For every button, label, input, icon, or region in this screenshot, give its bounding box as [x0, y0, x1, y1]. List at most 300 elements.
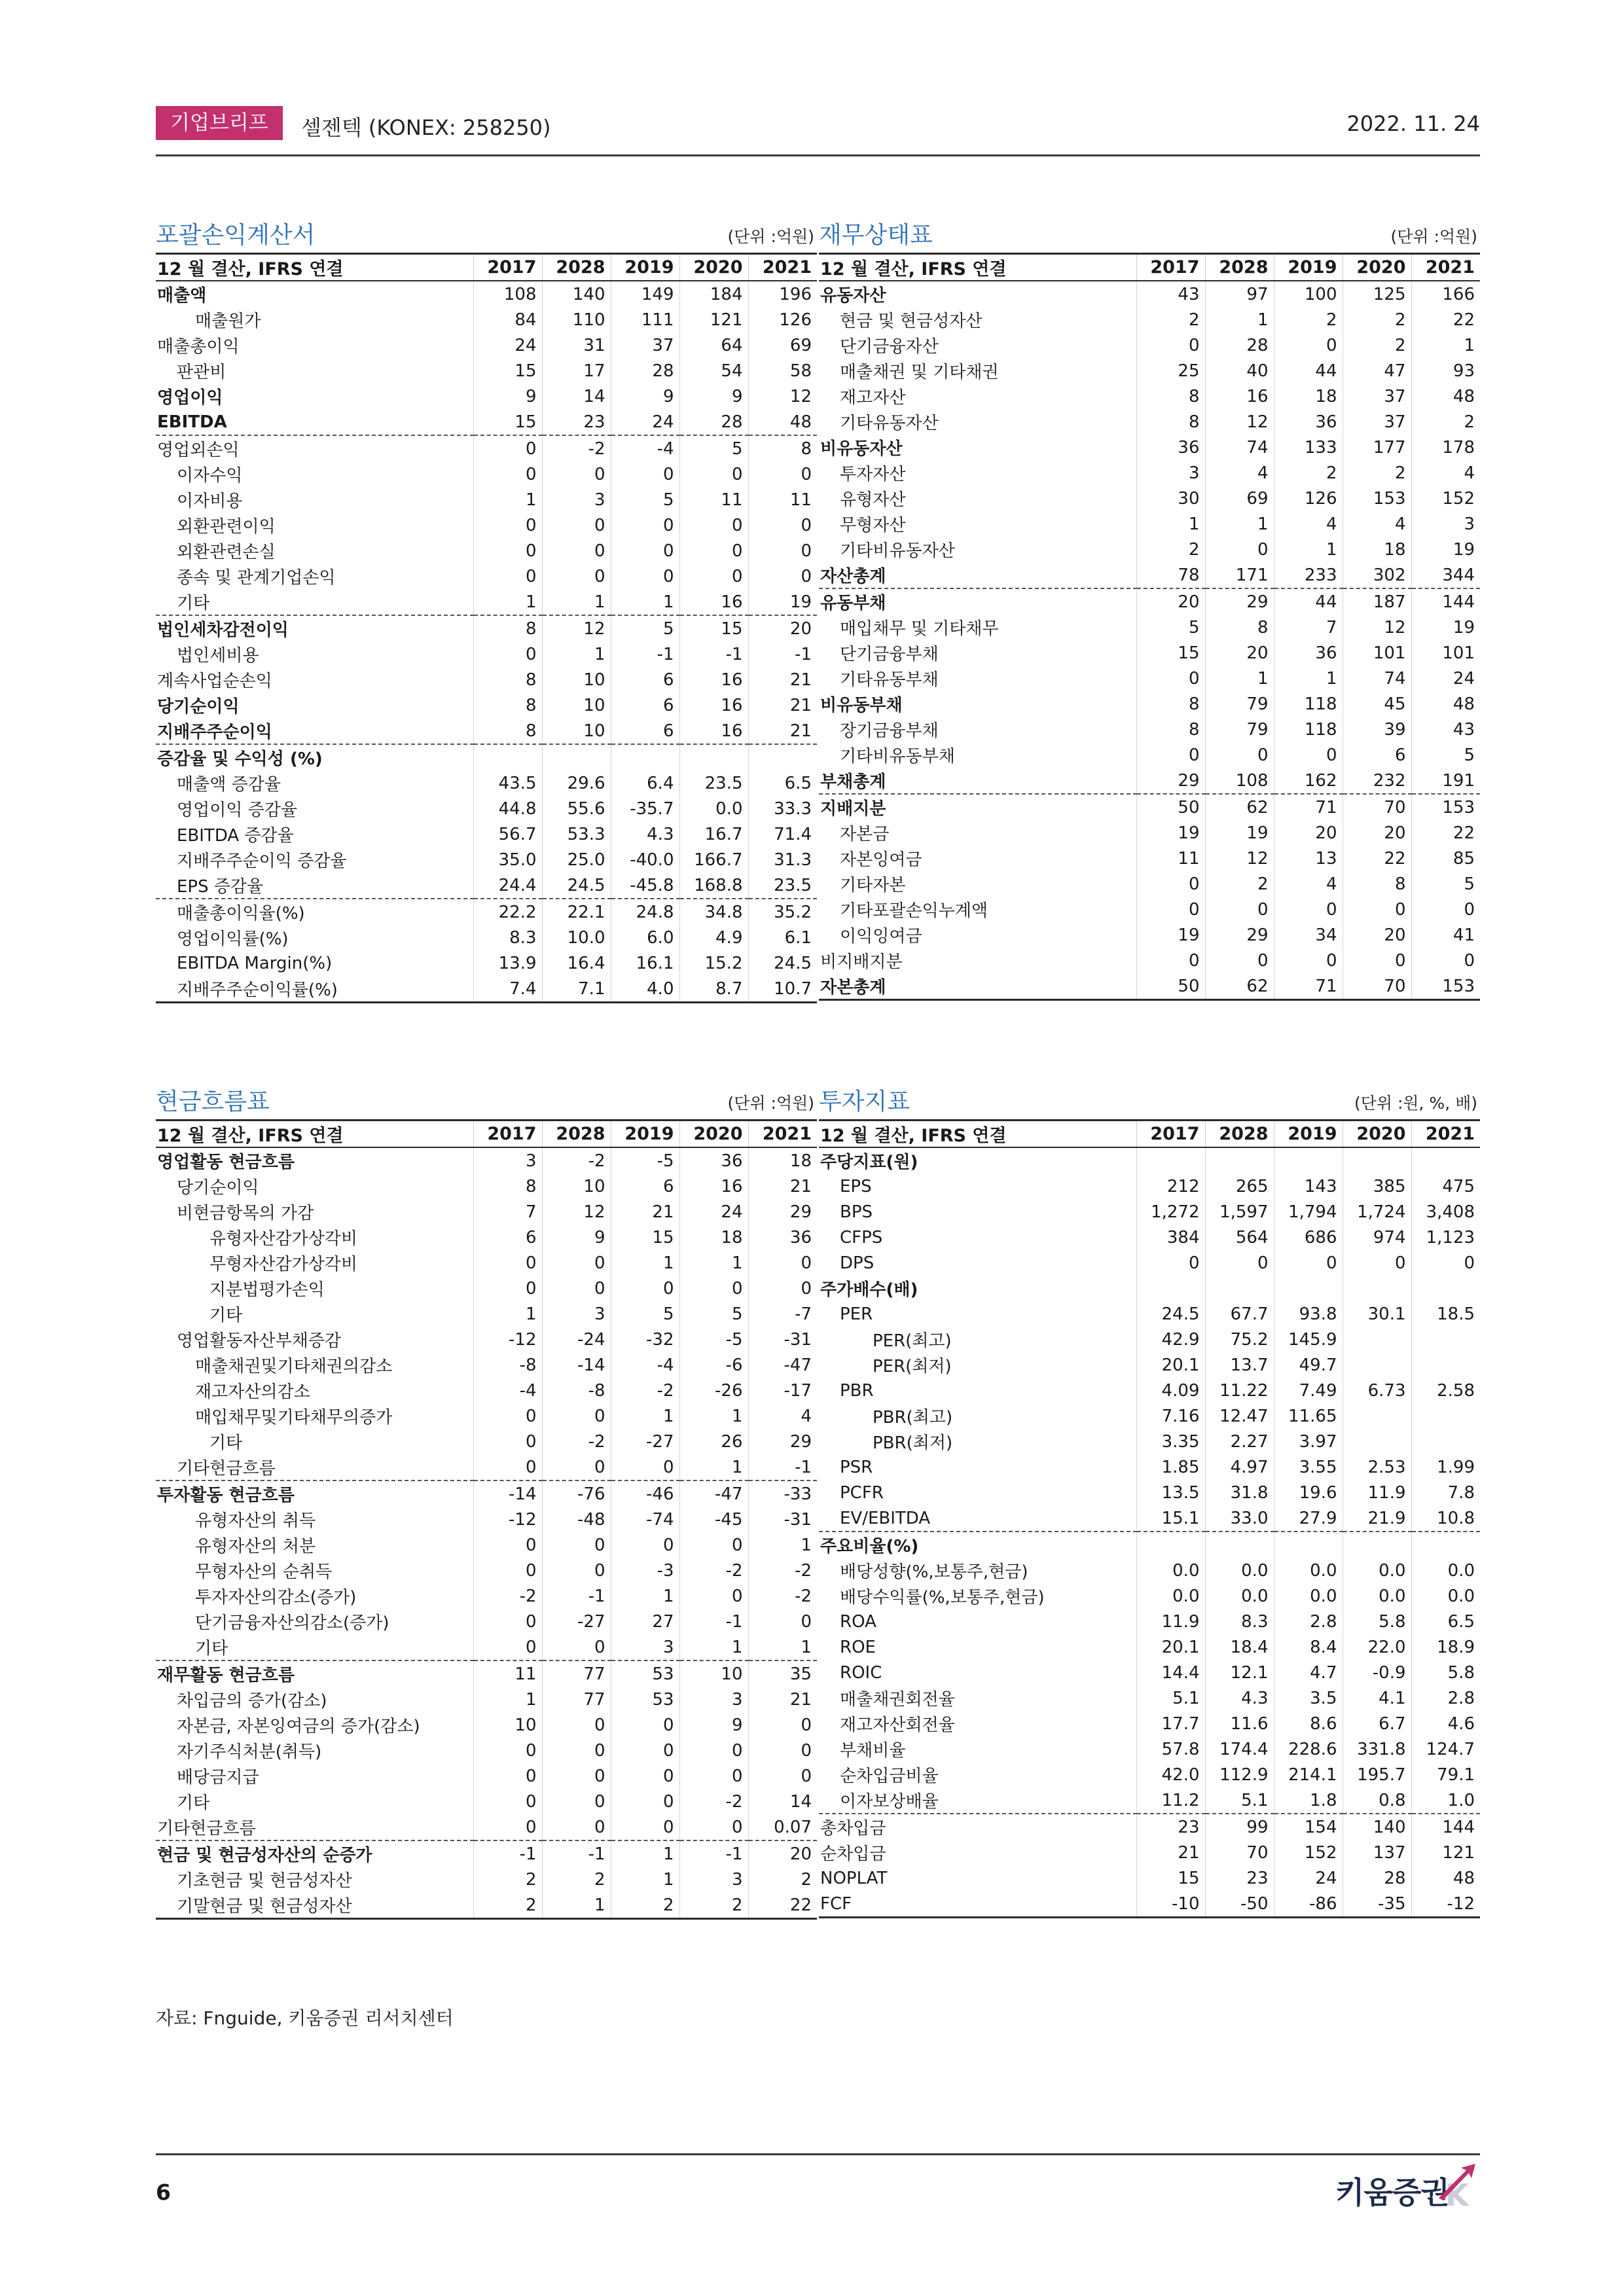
table-row: [819, 1865, 1480, 1891]
cell-value: 1: [1205, 307, 1274, 332]
table-row: [819, 384, 1480, 409]
cell-value: 121: [679, 307, 748, 332]
cell-value: 13.9: [473, 950, 542, 976]
column-header: 2021: [748, 1121, 817, 1148]
cell-value: 24.5: [748, 950, 817, 976]
cell-value: 8.4: [1274, 1634, 1343, 1660]
table-header-row: [156, 254, 817, 281]
cell-value: 53: [611, 1687, 679, 1712]
cell-value: 3: [473, 1147, 542, 1174]
cell-value: 23: [1205, 1865, 1274, 1891]
cell-value: 18.4: [1205, 1634, 1274, 1660]
cell-value: 42.9: [1136, 1327, 1205, 1352]
column-header: 2020: [679, 254, 748, 281]
row-label: 자본금, 자본잉여금의 증가(감소): [177, 1717, 420, 1736]
cell-value: 14: [542, 384, 611, 409]
cell-value: 11.9: [1343, 1480, 1411, 1505]
row-label: 무형자산의 순취득: [195, 1562, 333, 1582]
cell-value: 8: [473, 718, 542, 744]
cell-value: 0.8: [1343, 1787, 1411, 1814]
cell-value: 2: [473, 1867, 542, 1892]
cell-value: 22.1: [542, 899, 611, 925]
cell-value: 35: [748, 1660, 817, 1687]
cell-value: 3.97: [1274, 1429, 1343, 1454]
row-label: 외환관련이익: [177, 517, 276, 537]
cell-value: 0: [542, 1403, 611, 1429]
row-label: 지배주주순이익 증감율: [177, 852, 347, 871]
column-header: 2021: [1411, 254, 1480, 281]
row-label: PER(최고): [873, 1331, 952, 1351]
cell-value: 0: [1411, 897, 1480, 922]
cell-value: 16: [1205, 384, 1274, 409]
cell-value: 3: [1411, 511, 1480, 537]
cell-value: 22.0: [1343, 1634, 1411, 1660]
table-row: [156, 1403, 817, 1429]
row-label: 이자비용: [177, 492, 243, 511]
cell-value: 0: [473, 564, 542, 589]
row-label: 부채비율: [840, 1741, 906, 1761]
cell-value: [1136, 1147, 1205, 1174]
cell-value: 10: [679, 1660, 748, 1687]
column-header: 2020: [1343, 1121, 1411, 1148]
cell-value: 8.6: [1274, 1711, 1343, 1736]
cell-value: 0.0: [679, 796, 748, 821]
table-row: [156, 667, 817, 692]
cell-value: -50: [1205, 1891, 1274, 1918]
cell-value: 79: [1205, 691, 1274, 717]
logo-arrow-icon: [1435, 2160, 1479, 2211]
cell-value: 62: [1205, 794, 1274, 820]
cell-value: 1: [473, 1301, 542, 1327]
row-label: 현금 및 현금성자산: [840, 312, 983, 331]
cell-value: 1: [1136, 511, 1205, 537]
cell-value: 232: [1343, 768, 1411, 794]
row-label: 기타비유동자산: [840, 541, 955, 561]
cell-value: 0.0: [1136, 1583, 1205, 1609]
cell-value: 20: [748, 1840, 817, 1867]
row-label: 부채총계: [820, 772, 886, 792]
cell-value: 0: [1274, 1250, 1343, 1276]
cell-value: 15: [473, 409, 542, 435]
cell-value: -4: [611, 1352, 679, 1378]
cell-value: 6.1: [748, 925, 817, 950]
cell-value: 21: [748, 667, 817, 692]
cell-value: 20: [1136, 588, 1205, 615]
cell-value: 22: [1411, 307, 1480, 332]
cell-value: 18: [1274, 384, 1343, 409]
cell-value: 2: [611, 1892, 679, 1919]
cell-value: -12: [1411, 1891, 1480, 1918]
row-label: 유동부채: [819, 588, 1136, 615]
cell-value: 15: [611, 1225, 679, 1250]
table-row: [819, 562, 1480, 588]
cell-value: 100: [1274, 281, 1343, 307]
cell-value: 16: [679, 718, 748, 744]
table-row: [819, 1505, 1480, 1532]
cell-value: 8: [1343, 871, 1411, 897]
cell-value: 64: [679, 332, 748, 358]
table-row: [156, 1429, 817, 1454]
row-label: NOPLAT: [820, 1868, 888, 1888]
column-header: 12 월 결산, IFRS 연결: [156, 254, 473, 281]
cell-value: 10: [542, 718, 611, 744]
cell-value: 93.8: [1274, 1301, 1343, 1327]
row-label: 법인세차감전이익: [156, 615, 473, 641]
row-label: 영업활동자산부채증감: [177, 1331, 342, 1351]
cell-value: 43: [1411, 717, 1480, 742]
cell-value: -4: [473, 1378, 542, 1403]
row-label: EBITDA Margin(%): [177, 953, 333, 973]
cell-value: 3.35: [1136, 1429, 1205, 1454]
cell-value: -4: [611, 435, 679, 461]
row-label: 자본금: [840, 825, 890, 844]
cell-value: [1343, 1532, 1411, 1558]
cell-value: 0.0: [1343, 1583, 1411, 1609]
cell-value: 42.0: [1136, 1762, 1205, 1787]
cell-value: 5: [611, 615, 679, 641]
row-label: PCFR: [840, 1482, 884, 1503]
row-label: 기타: [195, 1639, 228, 1659]
cell-value: 14.4: [1136, 1660, 1205, 1685]
cell-value: 54: [679, 358, 748, 384]
cell-value: 13.7: [1205, 1352, 1274, 1378]
row-label: 비현금항목의 가감: [177, 1204, 314, 1223]
cell-value: 118: [1274, 691, 1343, 717]
cell-value: [473, 744, 542, 770]
cell-value: 19.6: [1274, 1480, 1343, 1505]
cell-value: 24: [1274, 1865, 1343, 1891]
cell-value: 24.5: [542, 872, 611, 899]
cell-value: 1: [542, 641, 611, 667]
table-row: [819, 511, 1480, 537]
cell-value: 5.1: [1205, 1787, 1274, 1814]
cell-value: 4: [1343, 511, 1411, 537]
cell-value: 21: [748, 1687, 817, 1712]
cell-value: 6.4: [611, 770, 679, 796]
cell-value: 0.0: [1411, 1583, 1480, 1609]
table-row: [819, 1762, 1480, 1787]
cell-value: [611, 744, 679, 770]
cell-value: -10: [1136, 1891, 1205, 1918]
cell-value: 344: [1411, 562, 1480, 588]
cell-value: [1343, 1403, 1411, 1429]
cell-value: 8: [473, 667, 542, 692]
table-row: [819, 1480, 1480, 1505]
table-row: [156, 1327, 817, 1352]
cell-value: -1: [542, 1583, 611, 1609]
cell-value: 10.0: [542, 925, 611, 950]
table-row: [819, 1276, 1480, 1301]
table-row: [819, 409, 1480, 435]
cell-value: 187: [1343, 588, 1411, 615]
table-row: [819, 871, 1480, 897]
cell-value: 6: [1343, 742, 1411, 768]
cell-value: 7.1: [542, 976, 611, 1003]
cell-value: 44: [1274, 588, 1343, 615]
cell-value: 7: [1274, 615, 1343, 640]
cell-value: -86: [1274, 1891, 1343, 1918]
table-row: [156, 564, 817, 589]
cell-value: 67.7: [1205, 1301, 1274, 1327]
row-label: 기타유동자산: [840, 414, 939, 433]
table-row: [156, 512, 817, 538]
cell-value: -1: [542, 1840, 611, 1867]
table-row: [156, 641, 817, 667]
cell-value: 17.7: [1136, 1711, 1205, 1736]
table-row: [819, 332, 1480, 358]
table-row: [819, 691, 1480, 717]
cell-value: 16.1: [611, 950, 679, 976]
cell-value: 0: [679, 512, 748, 538]
cell-value: 2: [1343, 307, 1411, 332]
cell-value: 137: [1343, 1840, 1411, 1865]
cell-value: 28: [1205, 332, 1274, 358]
cell-value: 0: [679, 461, 748, 487]
table-row: [819, 794, 1480, 820]
cell-value: 0.0: [1411, 1558, 1480, 1583]
table-row: [156, 976, 817, 1003]
cell-value: [1205, 1147, 1274, 1174]
section-title: 재무상태표: [819, 222, 933, 249]
cell-value: 19: [1136, 820, 1205, 846]
cell-value: 6: [611, 667, 679, 692]
row-label: CFPS: [840, 1227, 883, 1247]
cash-flow-section: [156, 1083, 817, 1920]
row-label: 기타: [177, 594, 210, 613]
cell-value: 18: [1343, 537, 1411, 562]
cell-value: 0: [1205, 537, 1274, 562]
table-row: [819, 615, 1480, 640]
cell-value: 28: [1343, 1865, 1411, 1891]
cell-value: 0: [1205, 742, 1274, 768]
cell-value: 20: [1205, 640, 1274, 666]
row-label: 순차입금: [820, 1844, 886, 1864]
row-label: 기타비유동부채: [840, 747, 955, 766]
cell-value: 6.7: [1343, 1711, 1411, 1736]
table-row: [819, 1711, 1480, 1736]
row-label: PBR(최저): [873, 1433, 953, 1453]
cell-value: 37: [1343, 409, 1411, 435]
cell-value: 24: [611, 409, 679, 435]
table-row: [819, 1147, 1480, 1174]
row-label: PBR(최고): [873, 1408, 953, 1427]
table-row: [819, 1352, 1480, 1378]
row-label: 차입금의 증가(감소): [177, 1691, 327, 1711]
table-row: [819, 948, 1480, 973]
cell-value: 153: [1411, 973, 1480, 1000]
cell-value: 20.1: [1136, 1634, 1205, 1660]
cell-value: 1: [611, 1867, 679, 1892]
cell-value: 23.5: [679, 770, 748, 796]
cell-value: 101: [1343, 640, 1411, 666]
table-row: [156, 1814, 817, 1840]
cell-value: -31: [748, 1327, 817, 1352]
page-number: 6: [156, 2179, 171, 2205]
cell-value: 12: [748, 384, 817, 409]
cell-value: 8: [1136, 409, 1205, 435]
cell-value: 1.8: [1274, 1787, 1343, 1814]
section-title: 포괄손익계산서: [156, 222, 316, 249]
cell-value: 33.0: [1205, 1505, 1274, 1532]
row-label: FCF: [819, 1891, 1136, 1918]
cell-value: 43.5: [473, 770, 542, 796]
cell-value: 4.3: [1205, 1685, 1274, 1711]
table-row: [819, 1532, 1480, 1558]
cell-value: 1,597: [1205, 1199, 1274, 1225]
cell-value: 0: [748, 1250, 817, 1276]
cell-value: 5: [1136, 615, 1205, 640]
cell-value: -27: [542, 1609, 611, 1634]
cell-value: -2: [542, 1147, 611, 1174]
table-row: [156, 589, 817, 615]
cell-value: 18.5: [1411, 1301, 1480, 1327]
column-header: 2019: [1274, 1121, 1343, 1148]
cell-value: -45.8: [611, 872, 679, 899]
cell-value: -40.0: [611, 847, 679, 872]
table-row: [819, 1814, 1480, 1840]
row-label: 단기금융자산의감소(증가): [195, 1613, 389, 1633]
row-label: 이자보상배율: [840, 1792, 939, 1812]
cell-value: 1: [473, 589, 542, 615]
cell-value: [1343, 1147, 1411, 1174]
balance-sheet-section: [819, 216, 1480, 1001]
cell-value: 36: [1136, 435, 1205, 460]
cell-value: 3: [679, 1687, 748, 1712]
cell-value: 0: [473, 1276, 542, 1301]
cell-value: [1411, 1352, 1480, 1378]
cell-value: 110: [542, 307, 611, 332]
cell-value: 178: [1411, 435, 1480, 460]
cell-value: 18: [679, 1225, 748, 1250]
table-row: [819, 820, 1480, 846]
table-header-row: [819, 254, 1480, 281]
cell-value: 145.9: [1274, 1327, 1343, 1352]
cell-value: 0: [542, 1532, 611, 1558]
cell-value: -1: [748, 1454, 817, 1480]
table-row: [156, 1454, 817, 1480]
column-header: 2028: [542, 254, 611, 281]
cell-value: 0: [542, 564, 611, 589]
row-label: 재무활동 현금흐름: [156, 1660, 473, 1687]
cell-value: 3.5: [1274, 1685, 1343, 1711]
cell-value: 0.0: [1205, 1558, 1274, 1583]
cell-value: 0: [611, 1814, 679, 1840]
cell-value: 126: [1274, 486, 1343, 511]
cell-value: -5: [611, 1147, 679, 1174]
row-label: 유형자산: [840, 490, 906, 510]
cell-value: -8: [542, 1378, 611, 1403]
row-label: 기타현금흐름: [177, 1459, 276, 1479]
cell-value: 0: [748, 564, 817, 589]
cell-value: 1: [611, 1583, 679, 1609]
table-row: [819, 1327, 1480, 1352]
cell-value: 48: [1411, 691, 1480, 717]
row-label: PER: [840, 1304, 873, 1324]
cell-value: 0: [542, 1250, 611, 1276]
cell-value: 168.8: [679, 872, 748, 899]
table-row: [156, 744, 817, 770]
cell-value: 0: [473, 1532, 542, 1558]
cell-value: 166: [1411, 281, 1480, 307]
cell-value: 12: [542, 615, 611, 641]
cell-value: 0: [542, 1276, 611, 1301]
cell-value: 121: [1411, 1840, 1480, 1865]
cell-value: 1: [473, 1687, 542, 1712]
cell-value: -1: [473, 1840, 542, 1867]
table-row: [819, 588, 1480, 615]
cell-value: 28: [679, 409, 748, 435]
cell-value: 29: [1205, 588, 1274, 615]
cell-value: 0: [679, 1763, 748, 1789]
cell-value: -17: [748, 1378, 817, 1403]
cell-value: 41: [1411, 922, 1480, 948]
row-label: 유형자산감가상각비: [209, 1229, 358, 1249]
cell-value: -45: [679, 1507, 748, 1532]
row-label: 비유동자산: [820, 439, 903, 459]
cell-value: -26: [679, 1378, 748, 1403]
column-header: 12 월 결산, IFRS 연결: [156, 1121, 473, 1148]
cell-value: -1: [611, 641, 679, 667]
table-row: [156, 770, 817, 796]
cell-value: [1343, 1276, 1411, 1301]
cell-value: 1: [1411, 332, 1480, 358]
cell-value: -1: [748, 641, 817, 667]
cell-value: 6.5: [1411, 1609, 1480, 1634]
cell-value: 6: [611, 1174, 679, 1199]
cell-value: 10.7: [748, 976, 817, 1003]
cell-value: 19: [1136, 922, 1205, 948]
section-unit: (단위 :억원): [1390, 227, 1477, 246]
income-statement-section: [156, 216, 817, 1003]
cell-value: 20: [1343, 820, 1411, 846]
cell-value: 0: [1136, 332, 1205, 358]
section-title: 투자지표: [819, 1088, 911, 1115]
column-header: 12 월 결산, IFRS 연결: [819, 1121, 1136, 1148]
cell-value: 40: [1205, 358, 1274, 384]
cell-value: -14: [542, 1352, 611, 1378]
kiwoom-logo: [1335, 2160, 1479, 2212]
cell-value: 21: [1136, 1840, 1205, 1865]
table-row: [156, 821, 817, 847]
table-row: [156, 1250, 817, 1276]
cell-value: 0.07: [748, 1814, 817, 1840]
cell-value: 2: [542, 1867, 611, 1892]
cell-value: 149: [611, 281, 679, 307]
cell-value: 4: [1274, 511, 1343, 537]
cell-value: 48: [1411, 384, 1480, 409]
cell-value: 153: [1411, 794, 1480, 820]
cell-value: 21: [748, 692, 817, 718]
cell-value: 0: [1136, 1250, 1205, 1276]
cell-value: 6: [473, 1225, 542, 1250]
cell-value: 0: [473, 1789, 542, 1814]
investment-indicators-table: [819, 1119, 1480, 1918]
cell-value: 77: [542, 1687, 611, 1712]
table-row: [156, 1867, 817, 1892]
cell-value: -14: [473, 1480, 542, 1507]
cell-value: 2: [1411, 409, 1480, 435]
cell-value: -3: [611, 1558, 679, 1583]
cell-value: 0: [542, 1634, 611, 1660]
row-label: 기타유동부채: [840, 670, 939, 690]
cell-value: 75.2: [1205, 1327, 1274, 1352]
cell-value: 11.65: [1274, 1403, 1343, 1429]
cell-value: 13: [1274, 846, 1343, 871]
section-title: 현금흐름표: [156, 1088, 270, 1115]
table-row: [819, 1199, 1480, 1225]
cell-value: 20: [1274, 820, 1343, 846]
cell-value: 12: [1205, 846, 1274, 871]
